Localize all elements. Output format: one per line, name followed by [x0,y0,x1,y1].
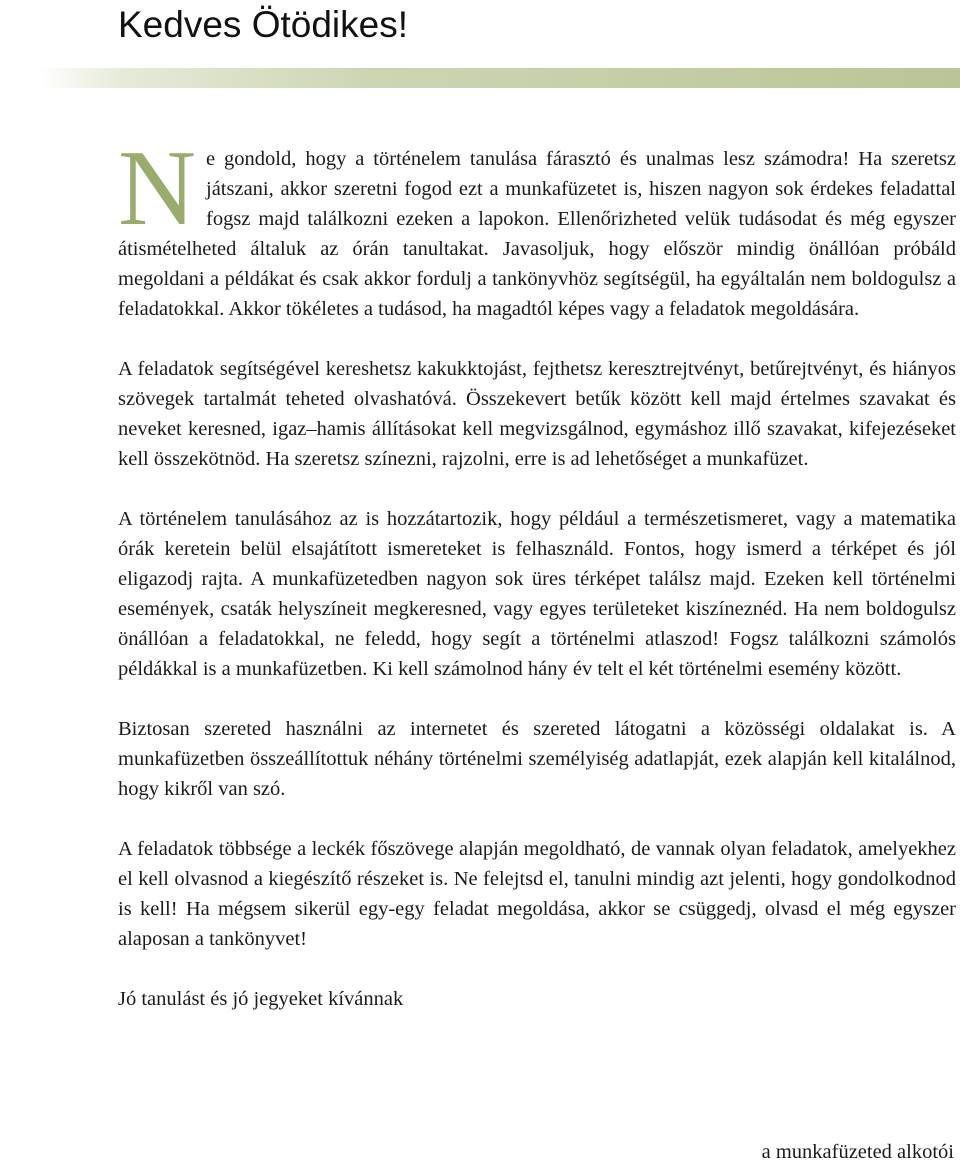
closing-greeting: Jó tanulást és jó jegyeket kívánnak [118,988,404,1010]
letter-body [118,129,956,1044]
paragraph-tasks: A feladatok segítségével kereshetsz kakukktojást, fejthetsz keresztrejtvényt, betűrejtvényt, és hiányos szövegek tartalmát teheted olvashatóvá. Összekevert betűk között kell majd értelmes szavakat és neveket keresned, igaz–hamis állításokat kell megvizsgálnod, egymáshoz illő szavakat, kifejezéseket kell összekötnöd. Ha szeretsz színezni, rajzolni, erre is ad lehetőséget a munkafüzet. [118,358,956,470]
drop-cap: N [118,129,196,248]
intro-text: e gondold, hogy a történelem tanulása fárasztó és unalmas lesz számodra! Ha szeretsz játszani, akkor szeretni fogod ezt a munkafüzetet is, hiszen nagyon sok érdekes feladattal fogsz majd találkozni ezeken a lapokon. Ellenőrizheted velük tudásodat és még egyszer átismételheted általuk az órán tanultakat. Javasoljuk, hogy először mindig önállóan próbáld megoldani a példákat és csak akkor fordulj a tankönyvhöz segítségül, ha egyáltalán nem boldogulsz a feladatokkal. Akkor tökéletes a tudásod, ha magadtól képes vagy a feladatok megoldására. [118,148,956,320]
paragraph-advice: A feladatok többsége a leckék főszövege alapján megoldható, de vannak olyan feladatok, amelyekhez el kell olvasnod a kiegészítő részeket is. Ne felejtsd el, tanulni mindig azt jelenti, hogy gondolkodnod is kell! Ha mégsem sikerül egy-egy feladat megoldása, akkor se csüggedj, olvasd el még egyszer alaposan a tankönyvet! [118,838,956,950]
header-bar [0,68,960,88]
paragraph-internet: Biztosan szereted használni az internetet és szereted látogatni a közösségi oldalakat is. A munkafüzetben összeállítottuk néhány történelmi személyiség adatlapját, ezek alapján kell kitalálnod, hogy kikről van szó. [118,718,956,800]
signature: a munkafüzeted alkotói [761,1141,954,1163]
page-title: Kedves Ötödikes! [118,4,408,45]
paragraph-maps: A történelem tanulásához az is hozzátartozik, hogy például a természetismeret, vagy a matematika órák keretein belül elsajátított ismereteket is felhasználd. Fontos, hogy ismerd a térképet és jól eligazodj rajta. A munkafüzetedben nagyon sok üres térképet találsz majd. Ezeken kell történelmi események, csaták helyszíneit megkeresned, vagy egyes területeket kiszíneznéd. Ha nem boldogulsz önállóan a feladatokkal, ne feledd, hogy segít a történelmi atlaszod! Fogsz találkozni számolós példákkal is a munkafüzetben. Ki kell számolnod hány év telt el két történelmi esemény között. [118,508,956,680]
intro-paragraph [118,129,956,324]
